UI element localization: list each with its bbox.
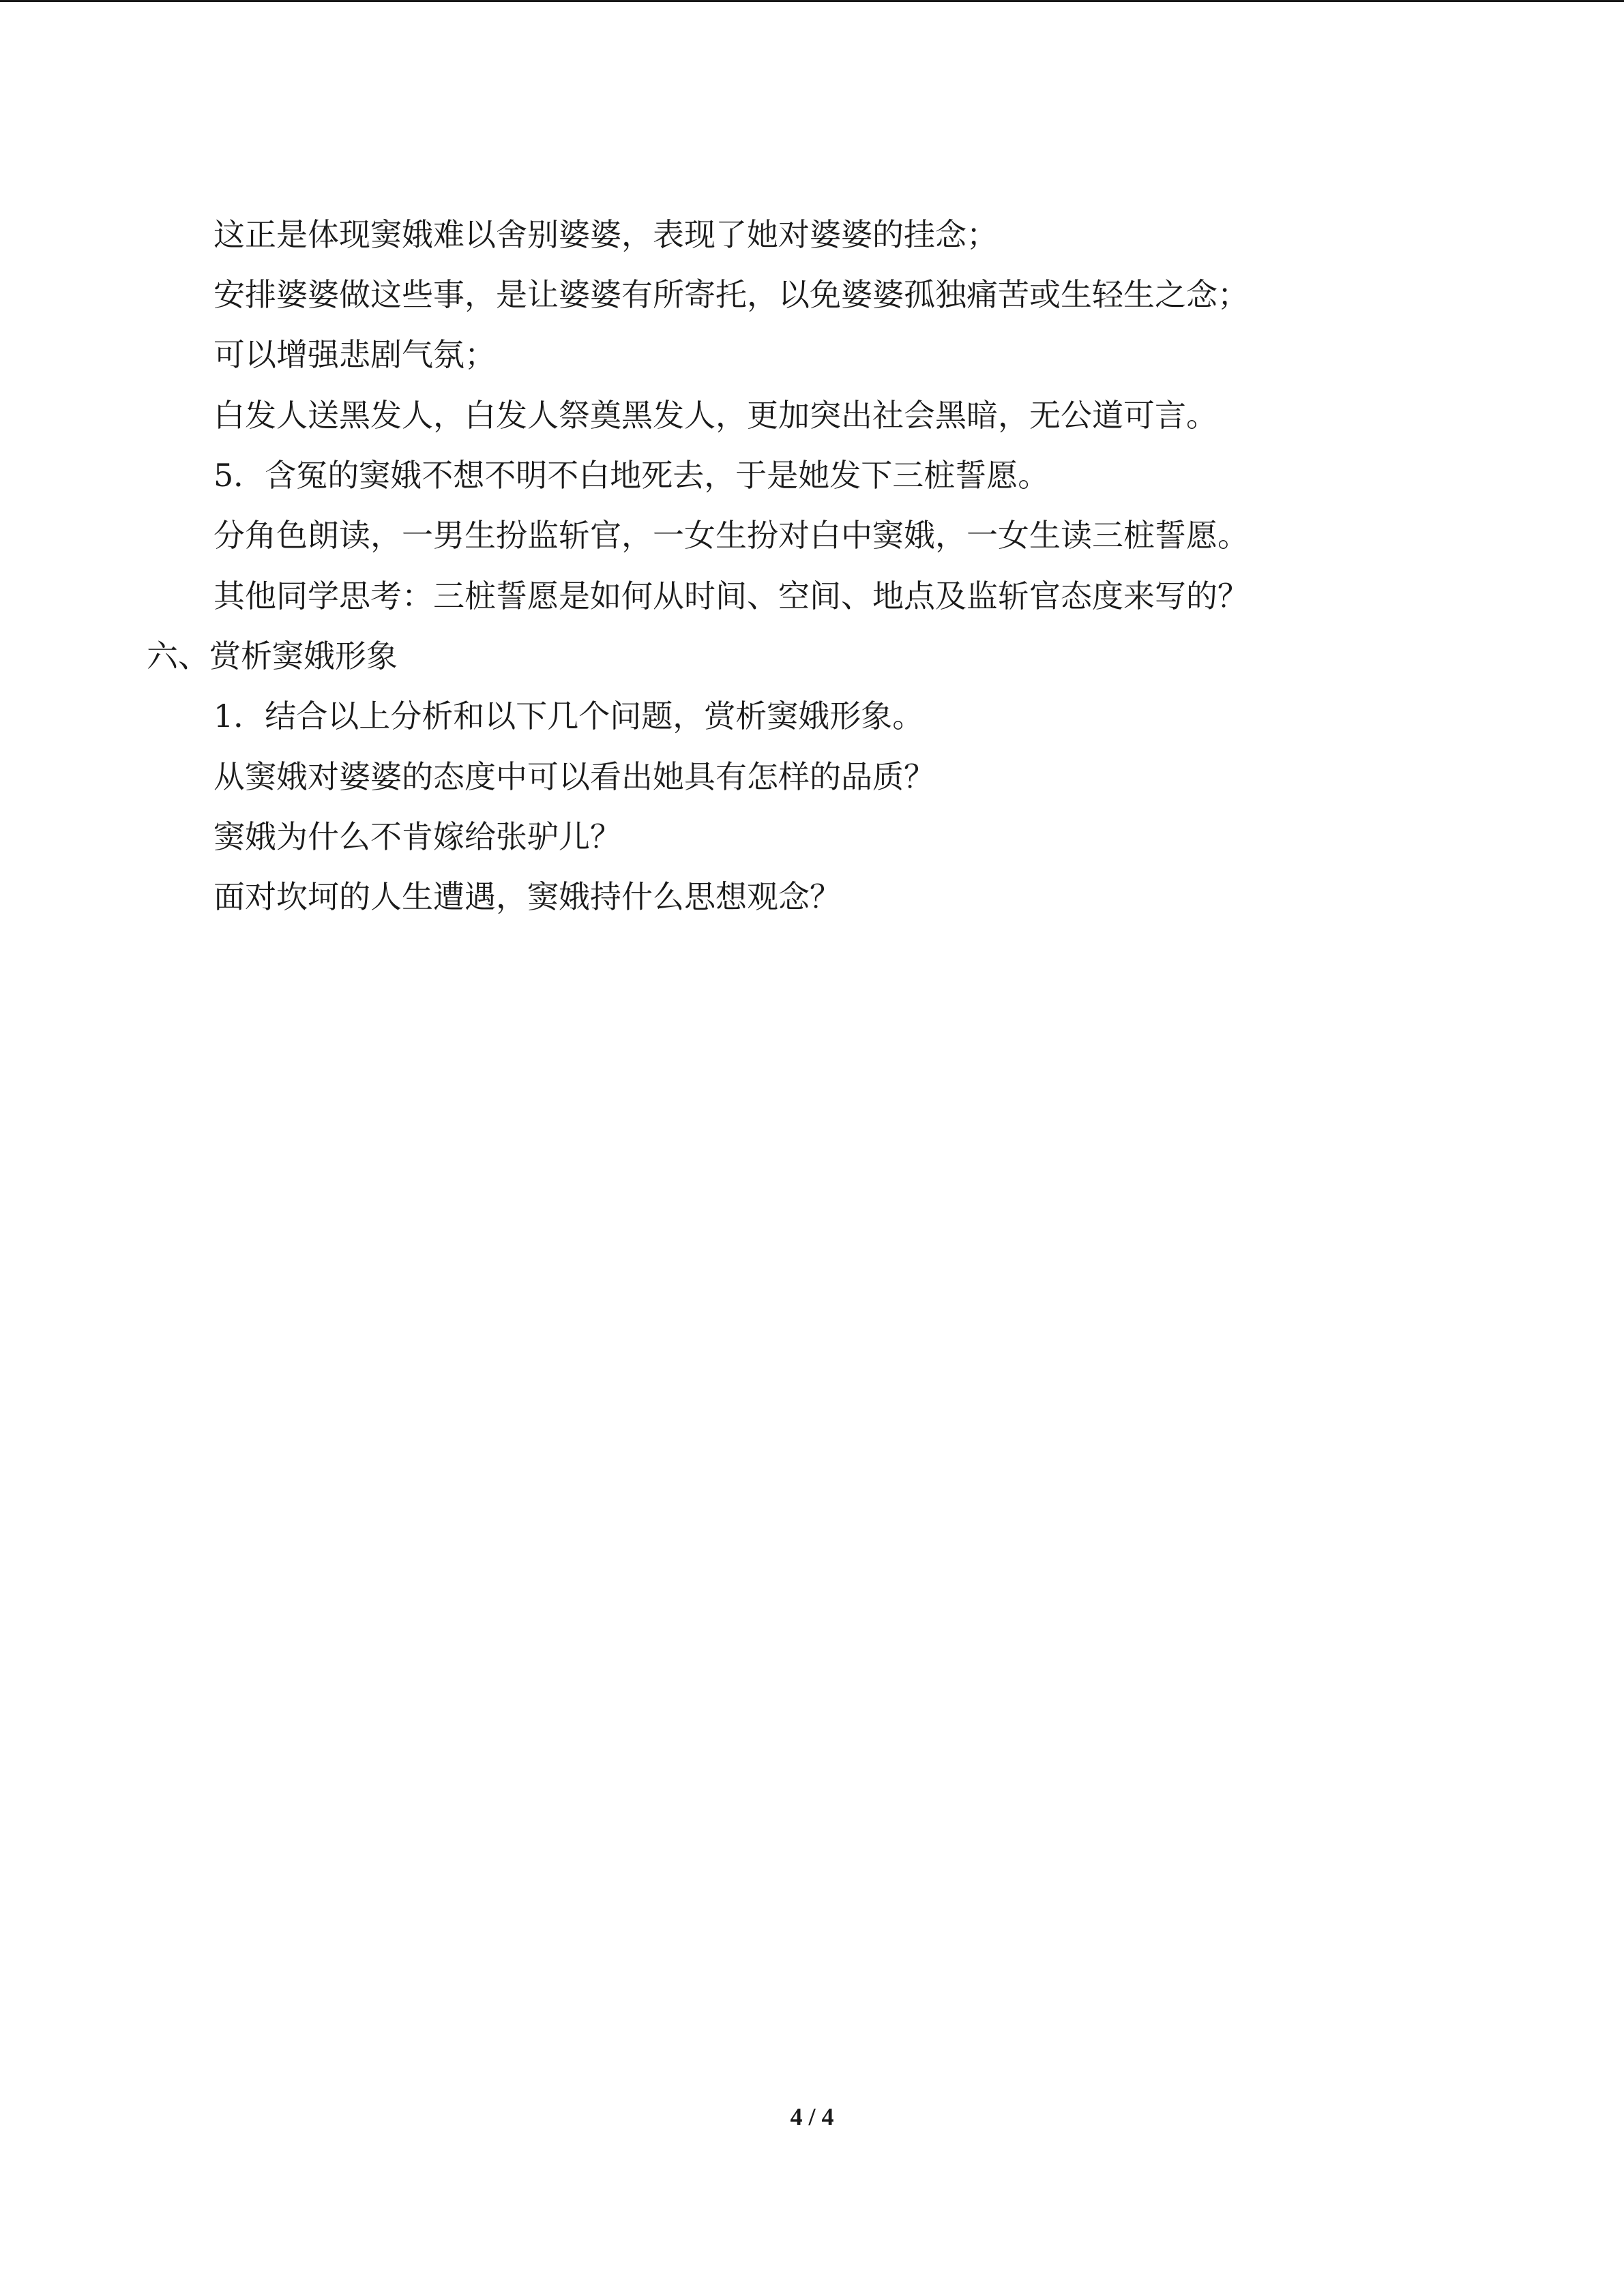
body-paragraph: 可以增强悲剧气氛； [213, 336, 496, 373]
body-paragraph: 面对坎坷的人生遭遇，窦娥持什么思想观念？ [213, 878, 841, 915]
body-paragraph: 窦娥为什么不肯嫁给张驴儿？ [213, 818, 621, 855]
numbered-item: 1．结合以上分析和以下几个问题，赏析窦娥形象。 [213, 698, 924, 734]
body-paragraph: 这正是体现窦娥难以舍别婆婆，表现了她对婆婆的挂念； [213, 216, 998, 253]
section-heading: 六、赏析窦娥形象 [147, 638, 398, 674]
body-paragraph: 白发人送黑发人，白发人祭奠黑发人，更加突出社会黑暗，无公道可言。 [213, 397, 1217, 434]
body-paragraph: 其他同学思考：三桩誓愿是如何从时间、空间、地点及监斩官态度来写的？ [213, 578, 1249, 614]
body-paragraph: 安排婆婆做这些事，是让婆婆有所寄托，以免婆婆孤独痛苦或生轻生之念； [213, 276, 1249, 313]
page-number: 4 / 4 [790, 2103, 834, 2130]
body-paragraph: 从窦娥对婆婆的态度中可以看出她具有怎样的品质？ [213, 758, 935, 795]
numbered-item: 5．含冤的窦娥不想不明不白地死去，于是她发下三桩誓愿。 [213, 457, 1050, 494]
body-paragraph: 分角色朗读，一男生扮监斩官，一女生扮对白中窦娥，一女生读三桩誓愿。 [213, 517, 1249, 554]
